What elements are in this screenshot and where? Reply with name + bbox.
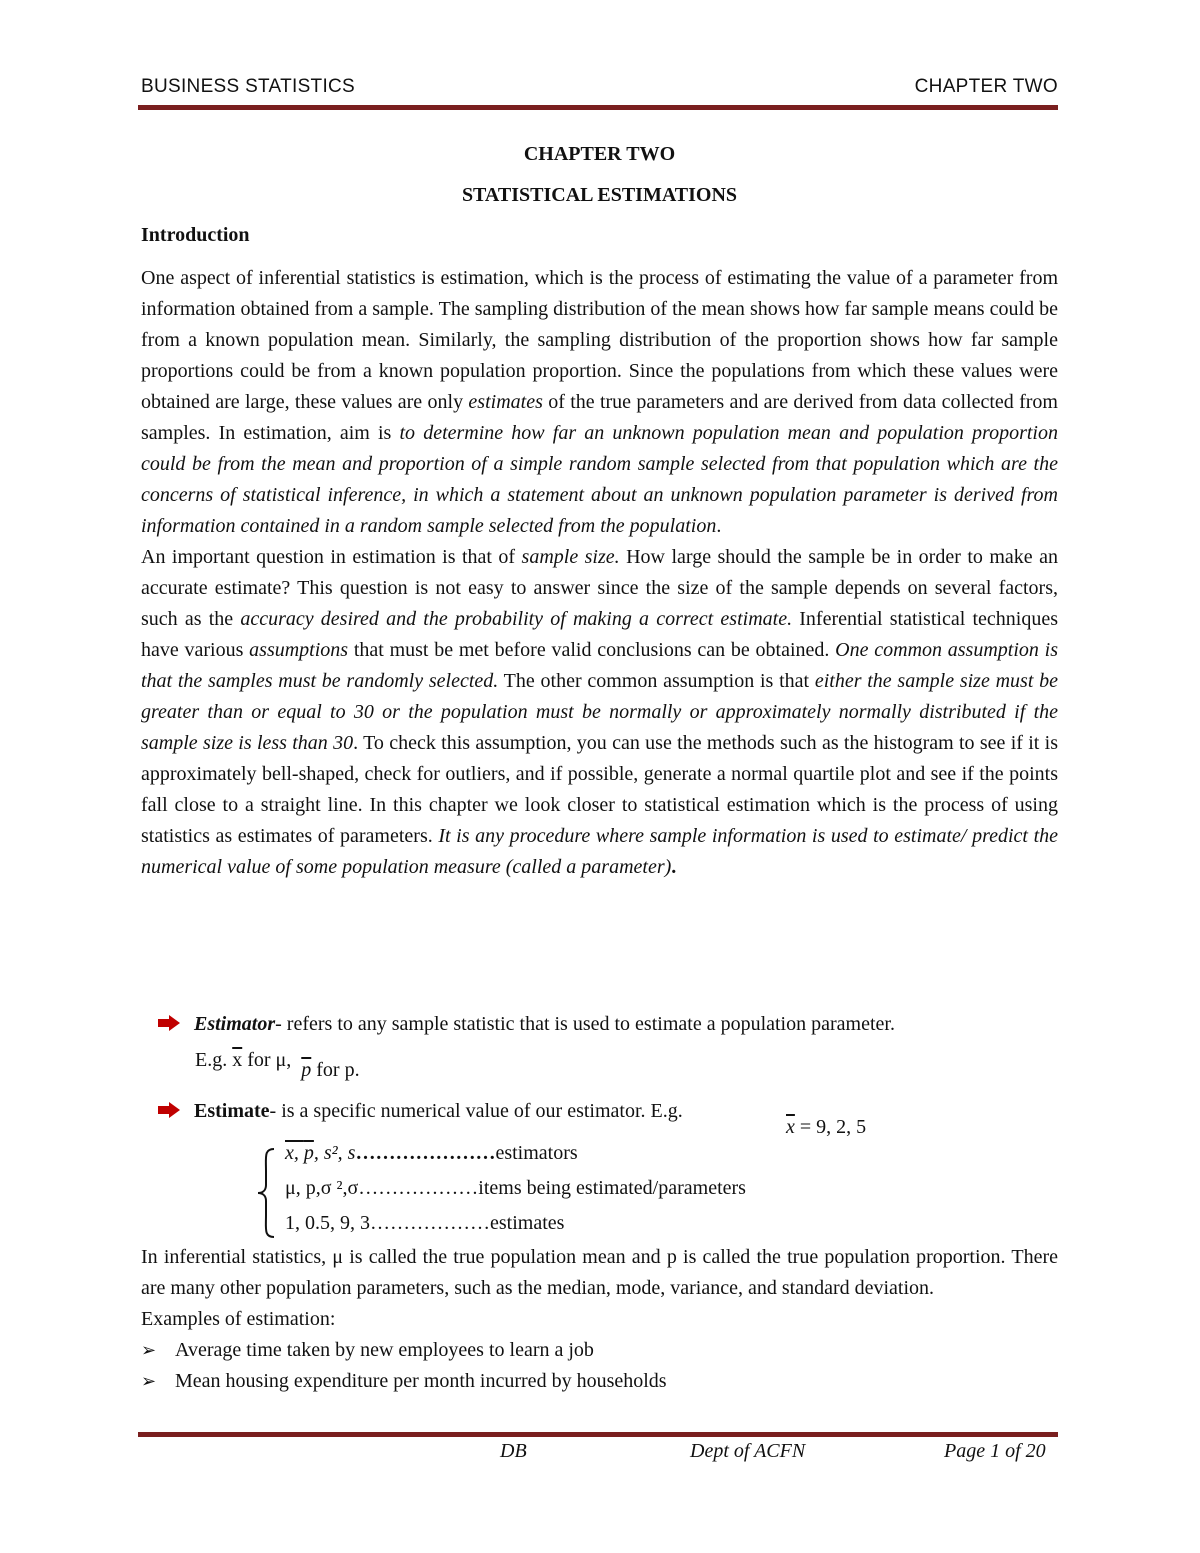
- intro-heading: Introduction: [141, 224, 250, 246]
- page-header: [141, 76, 1058, 102]
- chapter-subtitle: STATISTICAL ESTIMATIONS: [461, 184, 738, 206]
- estimates-line: 1, 0.5, 9, 3………………estimates: [285, 1212, 565, 1234]
- estimators-line: x, $\overline{p}$, s², s…………………estimators: [285, 1142, 578, 1164]
- estimator-example: E.g. $\overline{x}$ for μ, $\overline{p}$ for p.: [195, 1049, 360, 1081]
- red-arrow-icon: [158, 1015, 180, 1031]
- chapter-title: CHAPTER TWO: [523, 143, 676, 165]
- header-rule: [138, 105, 1058, 110]
- list-item: ➢ Average time taken by new employees to learn a job: [141, 1335, 1058, 1366]
- footer-page-number: Page 1 of 20: [944, 1440, 1046, 1462]
- estimate-bullet: Estimate- is a specific numerical value of our estimator. E.g.: [158, 1100, 683, 1123]
- footer-center: Dept of ACFN: [690, 1440, 806, 1462]
- footer-left: DB: [500, 1440, 527, 1462]
- header-right: CHAPTER TWO: [914, 76, 1058, 97]
- arrowhead-bullet-icon: ➢: [141, 1371, 157, 1391]
- list-item: ➢ Mean housing expenditure per month incurred by households: [141, 1366, 1058, 1397]
- parameters-line: μ, p,σ ²,σ………………items being estimated/parameters: [285, 1177, 746, 1199]
- body-text: [141, 263, 1058, 883]
- arrowhead-bullet-icon: ➢: [141, 1340, 157, 1360]
- examples-heading: Examples of estimation:: [141, 1308, 336, 1330]
- header-left: BUSINESS STATISTICS: [141, 76, 356, 97]
- estimate-example: $\overline{x} = 9$, 2, 5: [786, 1116, 867, 1138]
- footer-rule: [138, 1432, 1058, 1437]
- paragraph-intro: One aspect of inferential statistics is estimation, which is the process of estimating the value of a parameter from information obtained from a sample. The sampling distribution of the mean shows how far sample means could be from a known population mean. Similarly, the sampling distribution of the proportion shows how far sample proportions could be from a known population proportion. Since the populations from which these values were obtained are large, these values are only estimates of the true parameters and are derived from data collected from samples. In estimation, aim is to determine how far an unknown population mean and population proportion could be from the mean and proportion of a simple random sample selected from that population which are the concerns of statistical inference, in which a statement about an unknown population parameter is derived from information contained in a random sample selected from the population.: [141, 267, 1058, 537]
- left-brace-icon: [256, 1147, 278, 1239]
- closing-text: [141, 1242, 1058, 1397]
- red-arrow-icon: [158, 1102, 180, 1118]
- estimator-bullet: Estimator- refers to any sample statistic that is used to estimate a population parameter.: [158, 1013, 895, 1036]
- paragraph-parameters: In inferential statistics, μ is called the true population mean and p is called the true population proportion. There are many other population parameters, such as the median, mode, variance, and standard deviation.: [141, 1246, 1058, 1299]
- paragraph-sample-size: An important question in estimation is that of sample size. How large should the sample be in order to make an accurate estimate? This question is not easy to answer since the size of the sample depends on several factors, such as the accuracy desired and the probability of making a correct estimate. Inferential statistical techniques have various assumptions that must be met before valid conclusions can be obtained. One common assumption is that the samples must be randomly selected. The other common assumption is that either the sample size must be greater than or equal to 30 or the population must be normally or approximately normally distributed if the sample size is less than 30. To check this assumption, you can use the methods such as the histogram to see if it is approximately bell-shaped, check for outliers, and if possible, generate a normal quartile plot and see if the points fall close to a straight line. In this chapter we look closer to statistical estimation which is the process of using statistics as estimates of parameters. It is any procedure where sample information is used to estimate/ predict the numerical value of some population measure (called a parameter).: [141, 546, 1059, 878]
